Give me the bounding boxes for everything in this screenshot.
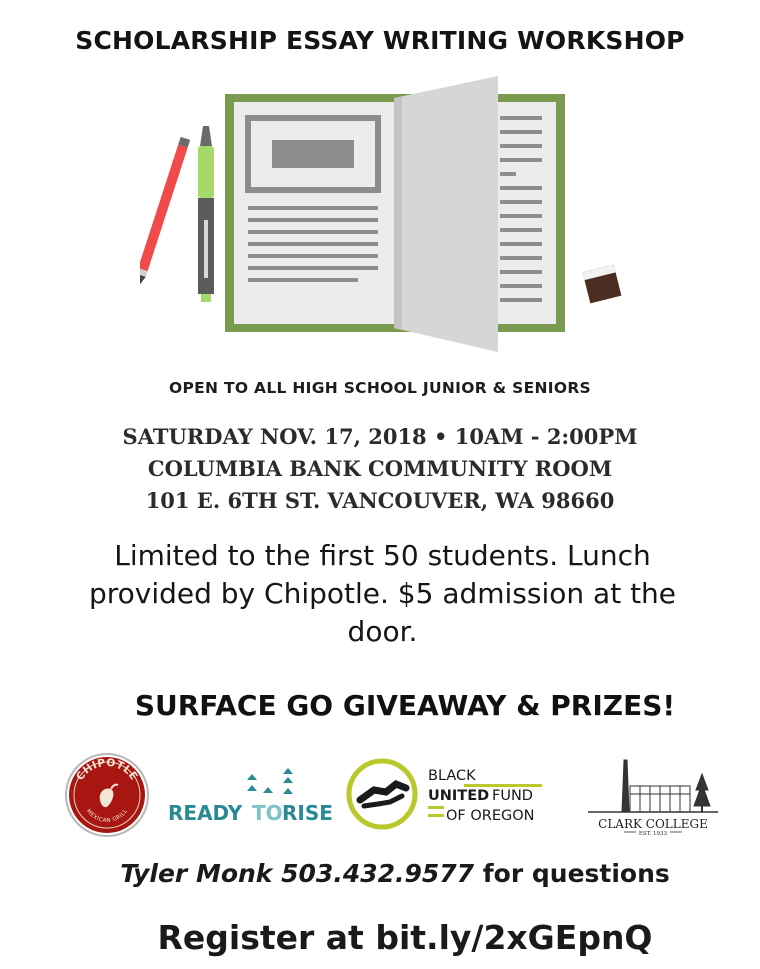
chipotle-logo [64, 752, 150, 838]
book-icon [225, 76, 565, 352]
contact-line [0, 859, 760, 888]
readytorise-ready: READY [168, 801, 243, 825]
black-united-fund-logo [346, 756, 546, 834]
contact-name-phone: Tyler Monk 503.432.9577 [120, 859, 475, 888]
chipotle-tagline: MEXICAN GRILL [84, 808, 130, 825]
sponsor-logos [0, 748, 760, 838]
pen-icon [198, 126, 214, 302]
buf-line1: BLACK [428, 768, 476, 784]
clark-college-logo [586, 750, 720, 840]
readytorise-to: TO [252, 801, 283, 825]
event-address: 101 E. 6TH ST. VANCOUVER, WA 98660 [145, 488, 615, 513]
readytorise-logo [164, 764, 340, 830]
clark-college-name: CLARK COLLEGE [598, 817, 708, 831]
eligibility-text: OPEN TO ALL HIGH SCHOOL JUNIOR & SENIORS [168, 379, 592, 397]
eraser-icon [583, 265, 622, 304]
chipotle-name: CHIPOTLE [74, 756, 140, 783]
flyer-title: SCHOLARSHIP ESSAY WRITING WORKSHOP [75, 26, 685, 55]
buf-line2b: FUND [492, 788, 533, 804]
handshake-icon [349, 761, 415, 827]
pencil-icon [140, 137, 190, 290]
contact-suffix: for questions [474, 859, 670, 888]
stairs-icon [247, 768, 293, 794]
buf-line3: OF OREGON [446, 808, 535, 824]
readytorise-rise: RISE [282, 801, 333, 825]
register-link: Register at bit.ly/2xGEpnQ [157, 918, 653, 957]
buf-line2: UNITED [428, 788, 490, 804]
campus-building-icon [588, 760, 718, 812]
illustration [140, 76, 640, 356]
event-venue: COLUMBIA BANK COMMUNITY ROOM [147, 456, 613, 481]
event-date-time: SATURDAY NOV. 17, 2018 • 10AM - 2:00PM [122, 424, 638, 449]
clark-college-est: EST. 1933 [638, 831, 668, 837]
giveaway-heading: SURFACE GO GIVEAWAY & PRIZES! [134, 689, 676, 722]
event-description: Limited to the first 50 students. Lunch provided by Chipotle. $5 admission at the door. [88, 539, 677, 648]
